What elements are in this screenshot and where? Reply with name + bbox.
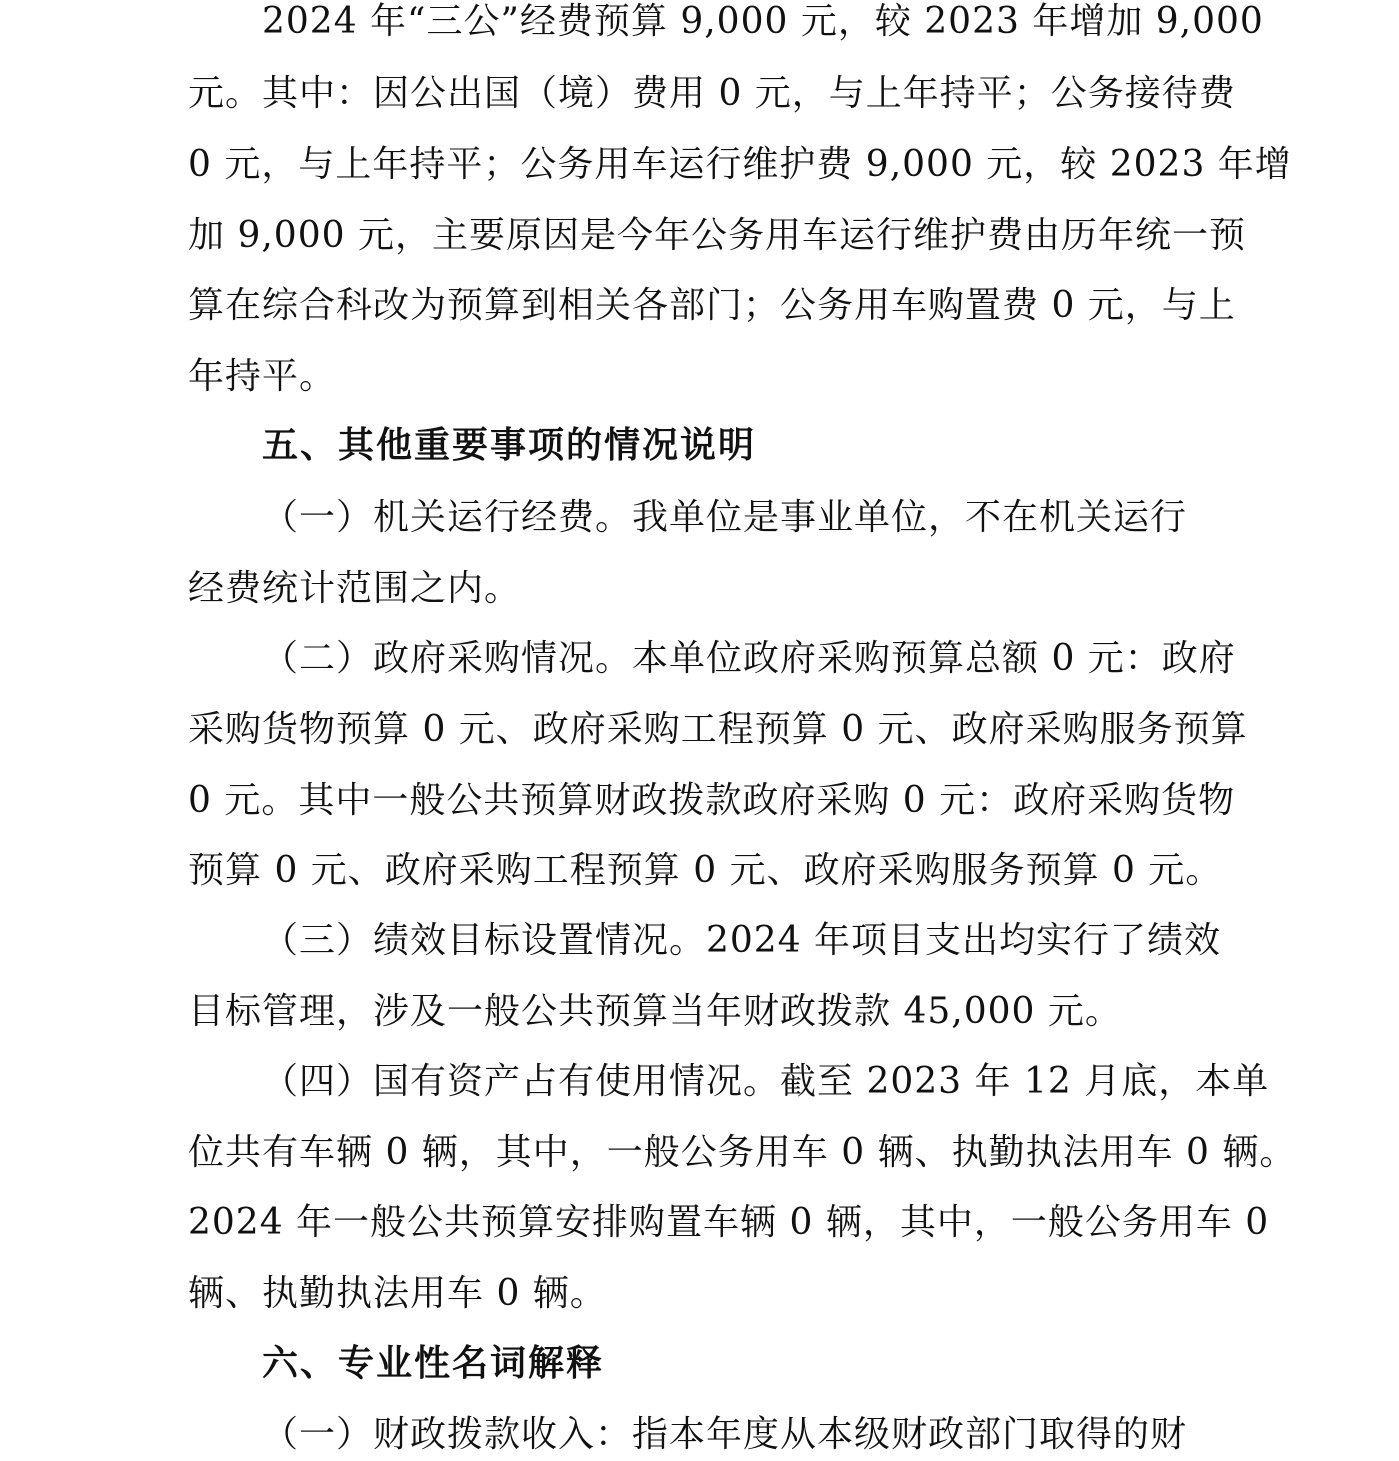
paragraph-line: 2024 年一般公共预算安排购置车辆 0 辆，其中，一般公务用车 0 [188,1202,1270,1243]
paragraph-line: 采购货物预算 0 元、政府采购工程预算 0 元、政府采购服务预算 [188,709,1248,750]
paragraph-line: （四）国有资产占有使用情况。截至 2023 年 12 月底，本单 [262,1061,1270,1102]
paragraph-line: （三）绩效目标设置情况。2024 年项目支出均实行了绩效 [262,920,1222,961]
paragraph-line: 0 元。其中一般公共预算财政拨款政府采购 0 元：政府采购货物 [188,780,1236,821]
paragraph-line: （一）财政拨款收入：指本年度从本级财政部门取得的财 [262,1414,1188,1455]
paragraph-line: （二）政府采购情况。本单位政府采购预算总额 0 元：政府 [262,638,1236,679]
paragraph-line: 加 9,000 元，主要原因是今年公务用车运行维护费由历年统一预 [188,215,1246,256]
section-heading: 五、其他重要事项的情况说明 [262,425,757,466]
section-heading: 六、专业性名词解释 [262,1343,605,1384]
paragraph-line: 2024 年“三公”经费预算 9,000 元，较 2023 年增加 9,000 [262,1,1264,42]
paragraph-line: 0 元，与上年持平；公务用车运行维护费 9,000 元，较 2023 年增 [188,144,1292,185]
paragraph-line: 算在综合科改为预算到相关各部门；公务用车购置费 0 元，与上 [188,285,1236,326]
paragraph-line: 预算 0 元、政府采购工程预算 0 元、政府采购服务预算 0 元。 [188,850,1223,891]
paragraph-line: 年持平。 [188,356,337,397]
paragraph-line: 目标管理，涉及一般公共预算当年财政拨款 45,000 元。 [188,991,1122,1032]
paragraph-line: （一）机关运行经费。我单位是事业单位，不在机关运行 [262,497,1188,538]
paragraph-line: 元。其中：因公出国（境）费用 0 元，与上年持平；公务接待费 [188,73,1236,114]
paragraph-line: 辆、执勤执法用车 0 辆。 [188,1273,607,1314]
paragraph-line: 经费统计范围之内。 [188,568,522,609]
paragraph-line: 位共有车辆 0 辆，其中，一般公务用车 0 辆、执勤执法用车 0 辆。 [188,1132,1297,1173]
